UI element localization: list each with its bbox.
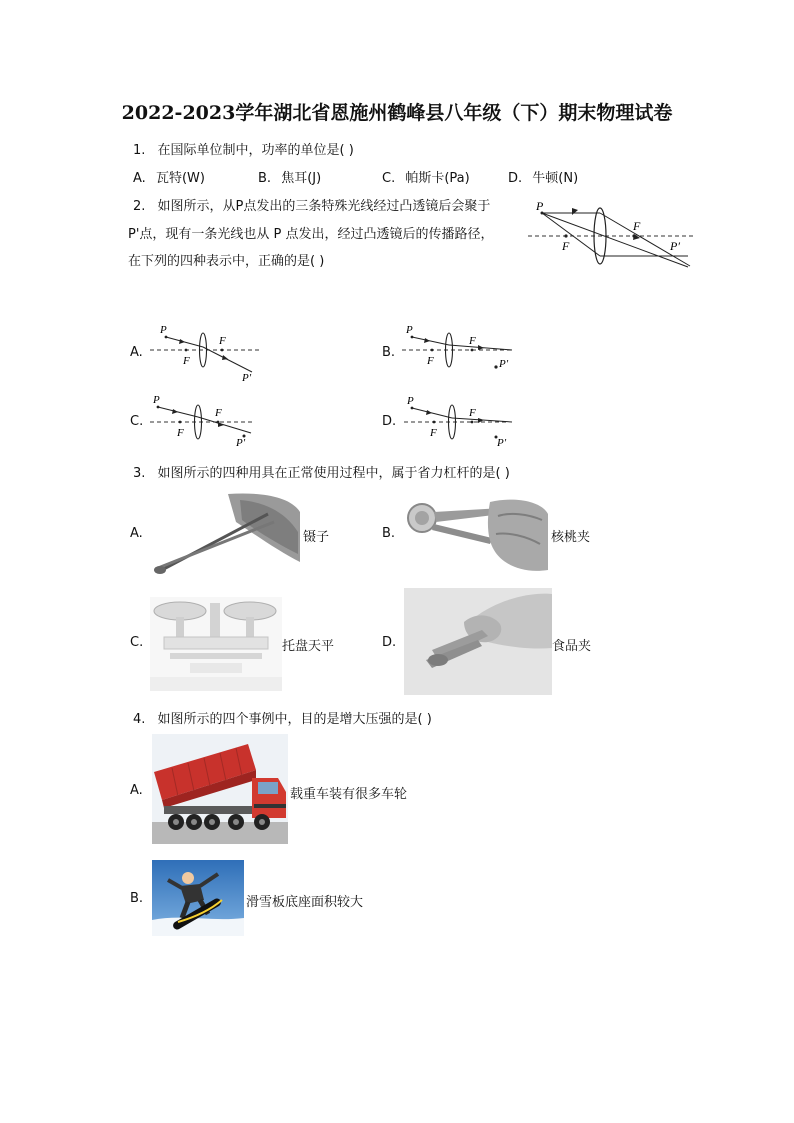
question-2 (133, 195, 490, 214)
q4-option-a-letter: A. (130, 783, 143, 798)
svg-text:P: P (406, 324, 413, 336)
q4-option-b-letter: B. (130, 891, 144, 906)
question-stem: 如图所示的四个事例中，目的是增大压强的是( ) (157, 712, 432, 727)
svg-text:F: F (430, 427, 437, 439)
svg-text:P: P (407, 395, 414, 407)
q3-option-c-letter: C. (130, 635, 144, 650)
focus-label: F (633, 219, 641, 233)
q3-option-a-letter: A. (130, 526, 143, 541)
svg-text:F: F (427, 355, 434, 367)
point-p-prime-label: P′ (670, 239, 680, 253)
question-stem: 如图所示的四种用具在正常使用过程中，属于省力杠杆的是( ) (157, 466, 510, 481)
svg-text:P′: P′ (499, 358, 509, 370)
q3-option-b-label: 核桃夹 (551, 530, 591, 545)
q3-option-d-label: 食品夹 (552, 639, 592, 654)
option-c-lens-diagram (150, 392, 265, 450)
q3-option-d-letter: D. (382, 635, 397, 650)
svg-text:P′: P′ (236, 437, 246, 449)
question-number: 1. (133, 143, 146, 158)
question-number: 3. (133, 466, 146, 481)
svg-text:F: F (219, 335, 226, 347)
svg-text:F: F (183, 355, 190, 367)
svg-text:F: F (469, 335, 476, 347)
question-4 (133, 708, 432, 727)
svg-text:F: F (215, 407, 222, 419)
q1-option-d: D. 牛顿(N) (508, 171, 579, 186)
q4-option-b-label: 滑雪板底座面积较大 (246, 895, 364, 910)
option-d-lens-diagram (404, 392, 519, 450)
q4-option-a-label: 载重车装有很多车轮 (290, 787, 408, 802)
svg-text:P′: P′ (242, 372, 252, 384)
q3-option-b-letter: B. (382, 526, 396, 541)
svg-text:P′: P′ (497, 437, 507, 449)
tweezers-photo (150, 492, 302, 578)
q1-option-b: B. 焦耳(J) (258, 171, 322, 186)
q1-option-a: A. 瓦特(W) (133, 171, 205, 186)
question-3 (133, 462, 510, 481)
paper-title: 2022-2023学年湖北省恩施州鹤峰县八年级（下）期末物理试卷 (121, 102, 673, 124)
q1-option-c: C. 帕斯卡(Pa) (382, 171, 470, 186)
option-a-lens-diagram (150, 322, 265, 384)
option-b-lens-diagram (402, 322, 517, 384)
svg-text:F: F (469, 407, 476, 419)
nutcracker-photo (402, 494, 550, 578)
question-1 (133, 139, 354, 158)
q2-option-a: A. (130, 345, 143, 360)
balance-photo (150, 597, 282, 691)
convex-lens-main-diagram (528, 196, 696, 272)
question-stem-line: 如图所示，从P点发出的三条特殊光线经过凸透镜后会聚于 (157, 199, 491, 214)
question-number: 4. (133, 712, 146, 727)
q3-option-c-label: 托盘天平 (282, 639, 335, 654)
svg-text:P: P (160, 324, 167, 336)
q2-option-b: B. (382, 345, 396, 360)
question-stem: 在国际单位制中，功率的单位是( ) (157, 143, 354, 158)
dump-truck-photo (152, 734, 288, 844)
q2-option-d: D. (382, 414, 397, 429)
focus-label: F (562, 239, 570, 253)
food-tongs-photo (404, 588, 552, 695)
q2-option-c: C. (130, 414, 144, 429)
q3-option-a-label: 镊子 (303, 530, 330, 545)
question-stem-line: P'点，现有一条光线也从 P 点发出，经过凸透镜后的传播路径， (128, 227, 494, 242)
question-number: 2. (133, 199, 146, 214)
point-p-label: P (536, 199, 544, 213)
question-stem-line: 在下列的四种表示中，正确的是( ) (128, 254, 325, 269)
svg-text:P: P (153, 394, 160, 406)
snowboarder-photo (152, 860, 244, 936)
svg-text:F: F (177, 427, 184, 439)
